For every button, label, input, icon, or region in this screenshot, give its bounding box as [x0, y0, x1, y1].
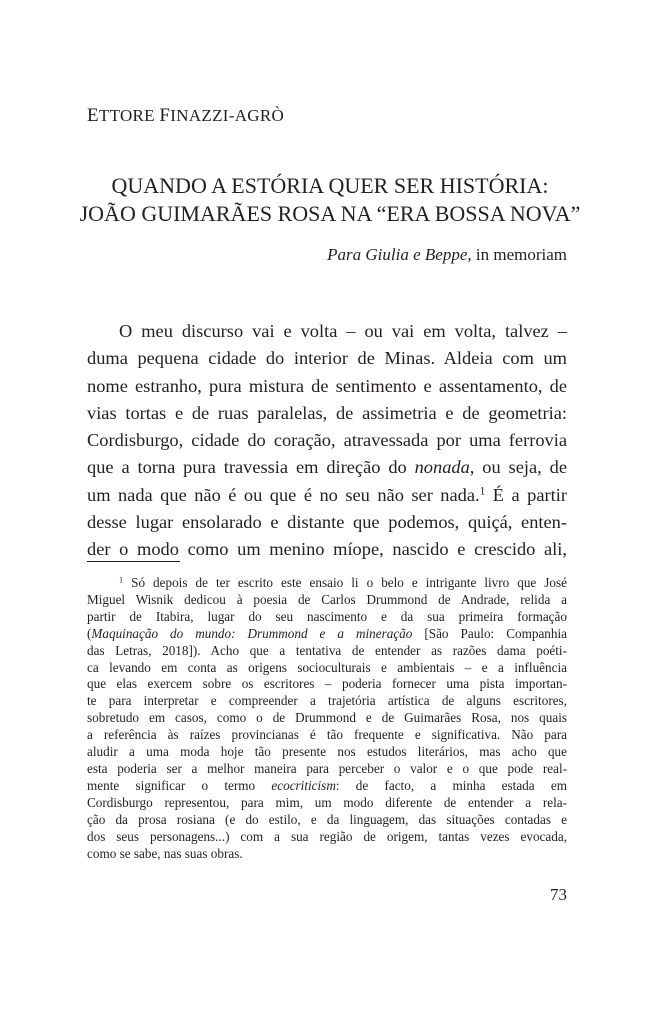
body-text: um nada que não é ou que é no seu não ser nada.: [87, 484, 480, 505]
body-line: nome estranho, pura mistura de sentimento e assentamento, de: [87, 375, 567, 396]
book-title: Maquinação do mundo: Drummond e a mineração: [91, 625, 413, 641]
footnote-text: Só depois de ter escrito este ensaio li o belo e intrigante livro que José: [123, 575, 567, 590]
body-line: [87, 482, 567, 509]
footnote-reference: 1: [479, 485, 486, 498]
footnote-italic-term: ecocriticism: [271, 777, 336, 793]
footnote-line: ção da prosa rosiana (e do estilo, e da linguagem, das situações contadas e: [87, 811, 567, 827]
chapter-title: [60, 172, 600, 228]
footnote-line: Miguel Wisnik dedicou à poesia de Carlos Drummond de Andrade, relida a: [87, 591, 567, 607]
body-paragraph: [87, 318, 567, 564]
footnote-line: partir de Itabira, lugar do seu nascimento e da sua primeira formação: [87, 608, 567, 624]
running-header-author: [87, 105, 284, 127]
author-initial: E: [87, 105, 99, 126]
body-text: que a torna pura travessia em direção do: [87, 457, 415, 478]
body-italic-term: nonada: [414, 457, 470, 478]
page-number: 73: [550, 885, 567, 904]
footnote-line: dos seus personagens...) com a sua região de origem, tantas vezes evocada,: [87, 828, 567, 844]
author-initial: F: [159, 105, 171, 126]
footnote-text: (: [87, 625, 92, 641]
footnote-line: como se sabe, nas suas obras.: [87, 845, 243, 861]
body-line: der o modo como um menino míope, nascido e crescido ali,: [87, 539, 567, 560]
body-text: É a partir: [485, 484, 568, 505]
footnote-line: que elas exercem sobre os escritores – poderia fornecer uma pista importan-: [87, 676, 567, 692]
footnote-line: [87, 626, 567, 643]
dedication-names: Para Giulia e Beppe,: [327, 245, 472, 264]
footnote-line: sobretudo em casos, como o de Drummond e de Guimarães Rosa, nos quais: [87, 710, 567, 726]
body-text: , ou seja, de: [469, 457, 567, 478]
footnote-separator: [87, 561, 180, 562]
footnote-text: : de facto, a minha estada em: [335, 777, 567, 793]
author-text: INAZZI-AGRÒ: [170, 106, 285, 125]
body-line: duma pequena cidade do interior de Minas. Aldeia com um: [87, 348, 567, 369]
body-line: desse lugar ensolarado e distante que podemos, quiçá, enten-: [87, 512, 567, 533]
footnote-text: [São Paulo: Companhia: [412, 625, 567, 641]
footnote-line: das Letras, 2018]). Acho que a tentativa de entender as razões dama poéti-: [87, 642, 567, 658]
author-text: TTORE: [98, 106, 160, 125]
body-line: Cordisburgo, cidade do coração, atravessada por uma ferrovia: [87, 430, 567, 451]
title-line: QUANDO A ESTÓRIA QUER SER HISTÓRIA:: [111, 173, 549, 198]
footnote-line: ca levando em conta as origens socioculturais e ambientais – e a influência: [87, 659, 567, 675]
footnote-line: te para interpretar e compreender a trajetória artística de alguns escritores,: [87, 693, 567, 709]
footnote-number: 1: [119, 575, 124, 585]
body-line: O meu discurso vai e volta – ou vai em volta, talvez –: [119, 321, 567, 341]
footnote-line: Cordisburgo representou, para mim, um modo diferente de entender a rela-: [87, 794, 567, 810]
footnote-text: mente significar o termo: [87, 777, 272, 793]
footnote-line: esta poderia ser a melhor maneira para perceber o valor e o que pode real-: [87, 760, 567, 776]
dedication-memoriam: in memoriam: [471, 245, 567, 264]
footnote: [87, 575, 567, 862]
title-line: JOÃO GUIMARÃES ROSA NA “ERA BOSSA NOVA”: [79, 201, 581, 226]
dedication: [327, 245, 567, 265]
footnote-line: [87, 778, 567, 795]
footnote-line: aludir a uma moda hoje tão presente nos estudos literários, mas acho que: [87, 744, 567, 760]
body-line: vias tortas e de ruas paralelas, de assimetria e de geometria:: [87, 402, 567, 423]
footnote-line: a referência às raízes provincianas é tão frequente e significativa. Não para: [87, 727, 567, 743]
footnote-line: [87, 575, 567, 592]
body-line: [87, 454, 567, 481]
